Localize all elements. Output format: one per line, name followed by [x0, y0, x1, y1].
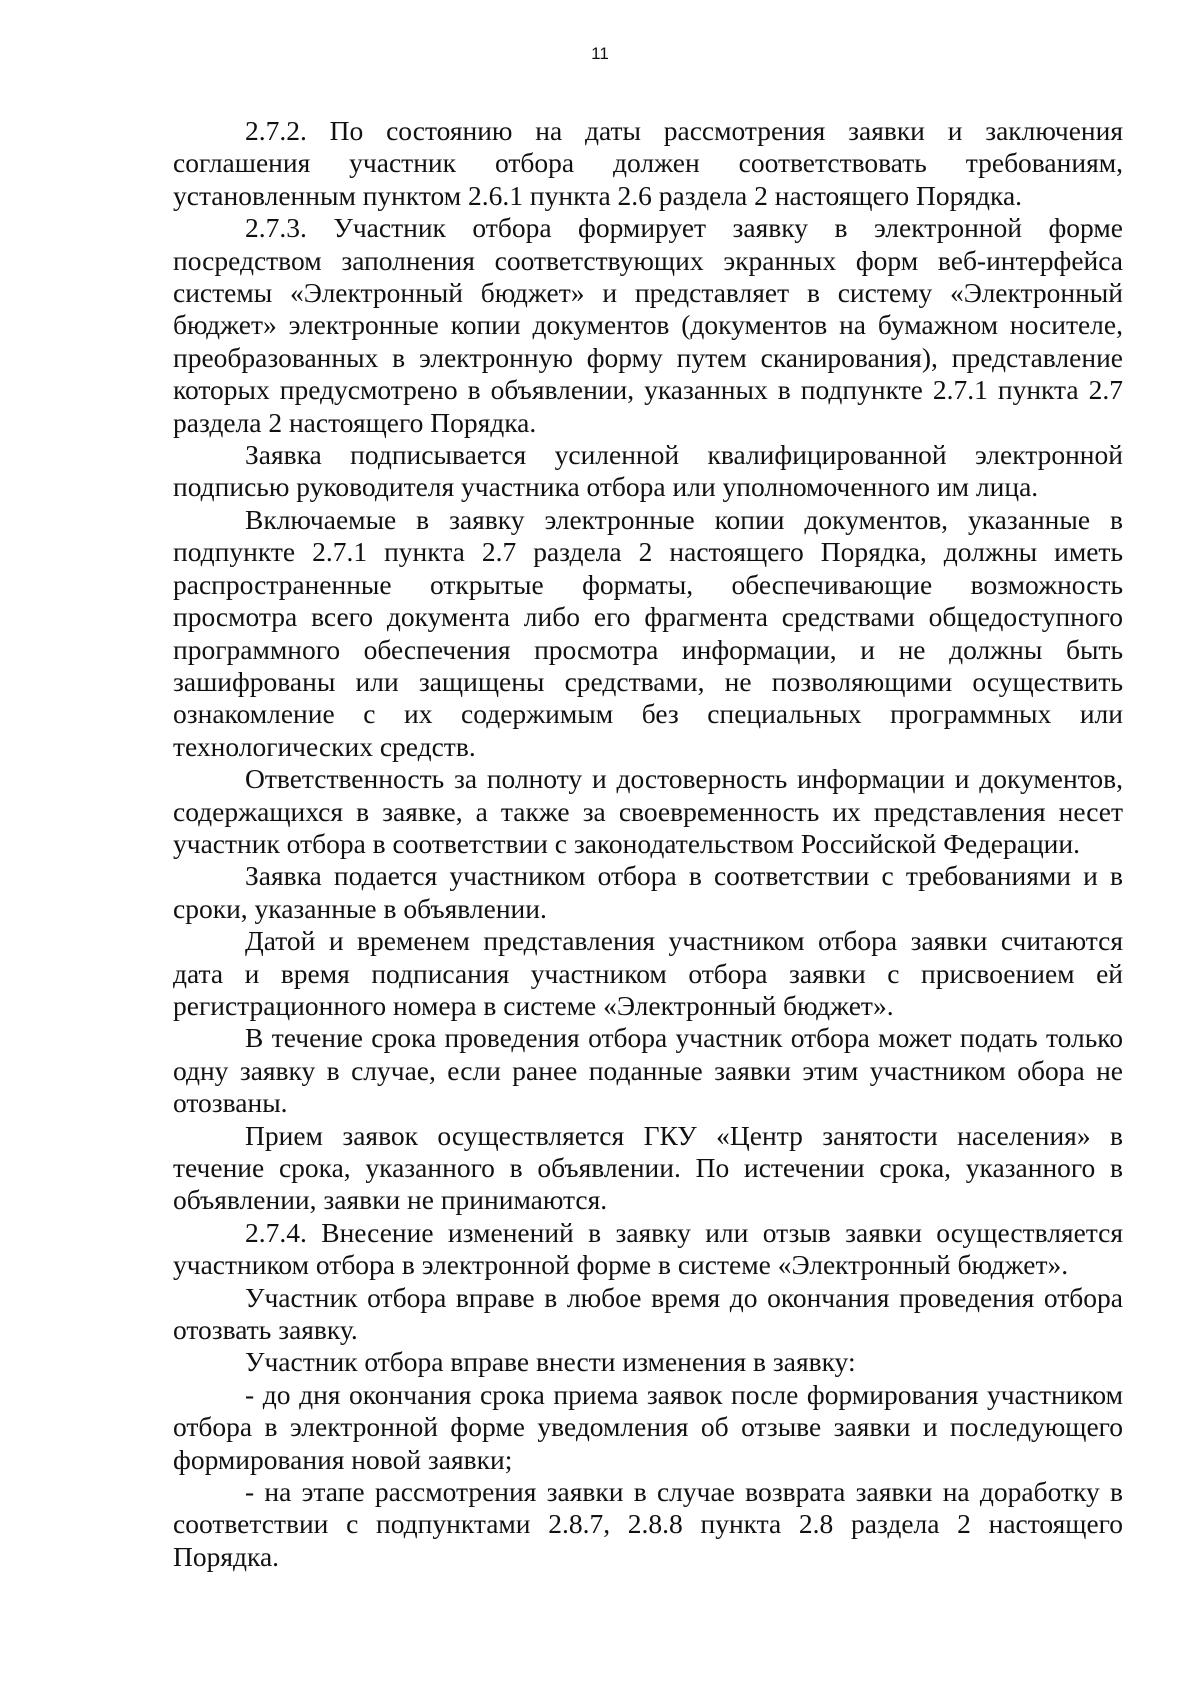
document-body: [173, 115, 1123, 1573]
paragraph-signature: Заявка подписывается усиленной квалифицированной электронной подписью руководителя участника отбора или уполномоченного им лица.: [173, 439, 1123, 503]
paragraph-submission-date: Датой и временем представления участником отбора заявки считаются дата и время подписания участником отбора заявки с присвоением ей регистрационного номера в системе «Электронный бюджет».: [173, 925, 1123, 1021]
paragraph-responsibility: Ответственность за полноту и достоверность информации и документов, содержащихся в заявке, а также за своевременность их представления несет участник отбора в соответствии с законодательством Российской Федерации.: [173, 763, 1123, 859]
paragraph-changes-intro: Участник отбора вправе внести изменения в заявку:: [245, 1346, 856, 1378]
paragraph-2-7-3: 2.7.3. Участник отбора формирует заявку в электронной форме посредством заполнения соответствующих экранных форм веб-интерфейса системы «Электронный бюджет» и представляет в систему «Электронный бюджет» электронные копии документов (документов на бумажном носителе, преобразованных в электронную форму путем сканирования), представление которых предусмотрено в объявлении, указанных в подпункте 2.7.1 пункта 2.7 раздела 2 настоящего Порядка.: [173, 212, 1123, 438]
paragraph-submission: Заявка подается участником отбора в соответствии с требованиями и в сроки, указанные в объявлении.: [173, 860, 1123, 924]
paragraph-withdrawal: Участник отбора вправе в любое время до окончания проведения отбора отозвать заявку.: [173, 1281, 1123, 1346]
page-number: 11: [591, 44, 609, 63]
paragraph-file-formats: Включаемые в заявку электронные копии документов, указанные в подпункте 2.7.1 пункта 2.7 раздела 2 настоящего Порядка, должны иметь распространенные открытые форматы, обеспечивающие возможность просмотра всего документа либо его фрагмента средствами общедоступного программного обеспечения просмотра информации, и не должны быть зашифрованы или защищены средствами, не позволяющими осуществить ознакомление с их содержимым без специальных программных или технологических средств.: [173, 503, 1123, 762]
list-item-review-stage: - на этапе рассмотрения заявки в случае возврата заявки на доработку в соответствии с подпунктами 2.8.7, 2.8.8 пункта 2.8 раздела 2 настоящего Порядка.: [173, 1476, 1123, 1572]
paragraph-2-7-4: 2.7.4. Внесение изменений в заявку или отзыв заявки осуществляется участником отбора в электронной форме в системе «Электронный бюджет».: [173, 1216, 1123, 1281]
paragraph-single-application: В течение срока проведения отбора участник отбора может подать только одну заявку в случае, если ранее поданные заявки этим участником обора не отозваны.: [173, 1022, 1123, 1119]
paragraph-2-7-2: 2.7.2. По состоянию на даты рассмотрения заявки и заключения соглашения участник отбора должен соответствовать требованиям, установленным пунктом 2.6.1 пункта 2.6 раздела 2 настоящего Порядка.: [173, 115, 1123, 211]
list-item-before-deadline: - до дня окончания срока приема заявок после формирования участником отбора в электронной форме уведомления об отзыве заявки и последующего формирования новой заявки;: [173, 1378, 1123, 1475]
paragraph-acceptance: Прием заявок осуществляется ГКУ «Центр занятости населения» в течение срока, указанного в объявлении. По истечении срока, указанного в объявлении, заявки не принимаются.: [173, 1119, 1123, 1216]
